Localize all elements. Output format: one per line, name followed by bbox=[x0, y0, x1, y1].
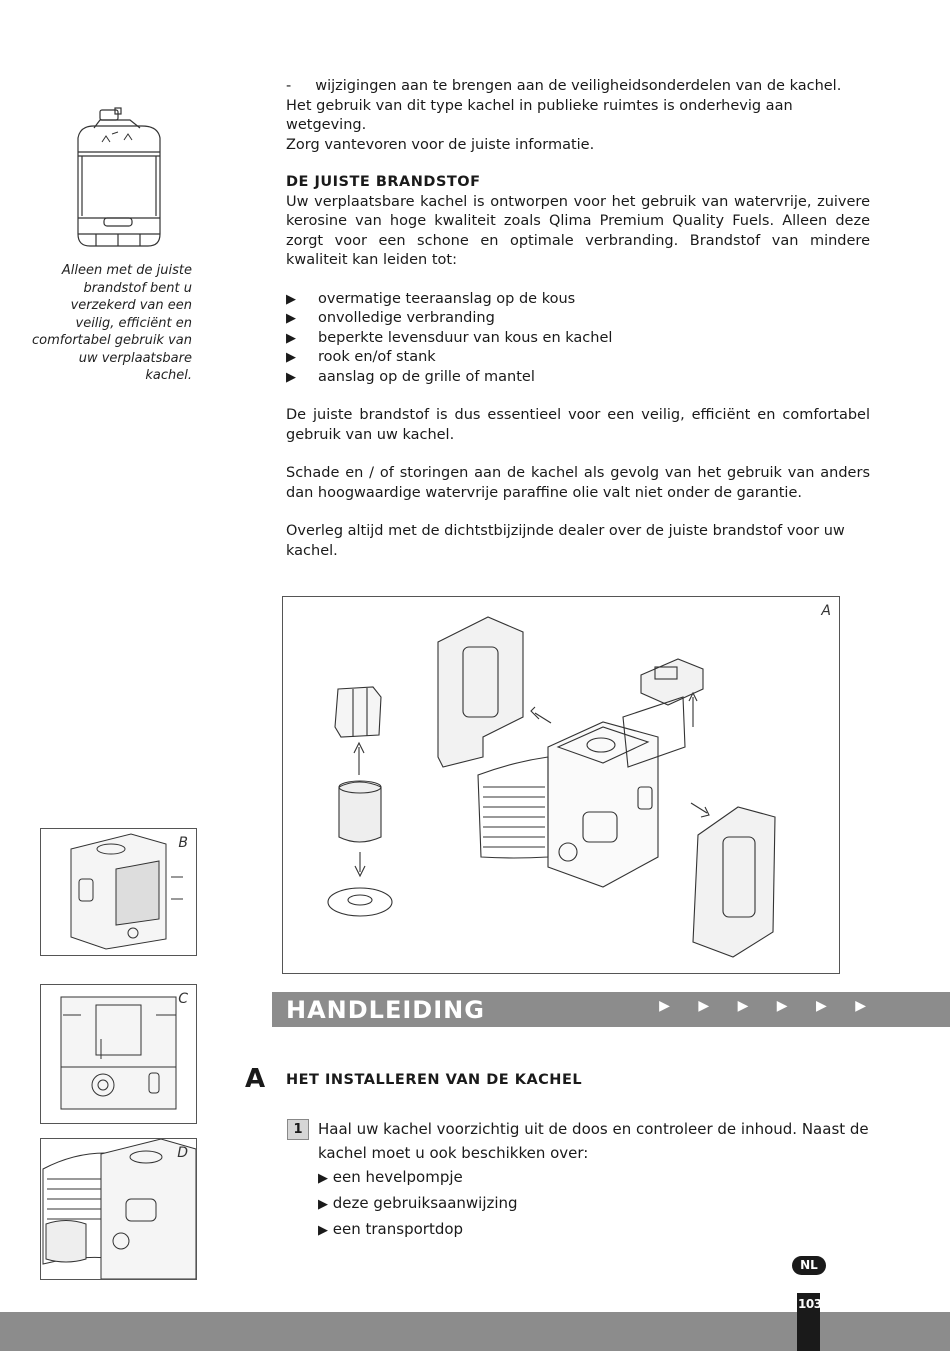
intro-line-3: Zorg vantevoren voor de juiste informatie. bbox=[286, 136, 595, 153]
step-1-block bbox=[318, 1117, 878, 1243]
bullet-arrow-icon: ▶ bbox=[286, 369, 296, 385]
fuel-paragraph: Uw verplaatsbare kachel is ontworpen voor het gebruik van watervrije, zuivere kerosine van hoge kwaliteit zoals Qlima Premium Quality Fuels. Alleen deze zorgt voor een schone en optimale verbranding. Brandstof van mindere kwaliteit kan leiden tot: bbox=[286, 193, 870, 268]
page-number: 103 bbox=[798, 1297, 822, 1311]
page-number-tab bbox=[797, 1293, 820, 1351]
list-item: ▶ aanslag op de grille of mantel bbox=[286, 368, 870, 388]
figure-b-letter: B bbox=[178, 835, 188, 851]
bullet-arrow-icon: ▶ bbox=[318, 1197, 328, 1212]
fuel-bullet-list bbox=[286, 290, 870, 388]
intro-dash-line bbox=[286, 77, 876, 97]
step-number-badge: 1 bbox=[287, 1119, 309, 1140]
exploded-heater-drawing bbox=[283, 597, 839, 973]
section-letter: A bbox=[245, 1064, 266, 1094]
list-item: ▶ rook en/of stank bbox=[286, 348, 870, 368]
list-item: ▶ een hevelpompje bbox=[318, 1168, 463, 1186]
install-heading: HET INSTALLEREN VAN DE KACHEL bbox=[286, 1072, 583, 1088]
figure-c-letter: C bbox=[178, 991, 188, 1007]
section-banner bbox=[272, 992, 950, 1027]
intro-line-1: wijzigingen aan te brengen aan de veiligheidsonderdelen van de kachel. bbox=[315, 78, 842, 94]
heater-burner-drawing bbox=[41, 985, 196, 1123]
list-item: ▶ deze gebruiksaanwijzing bbox=[318, 1194, 518, 1212]
language-badge: NL bbox=[792, 1256, 826, 1275]
banner-title: HANDLEIDING bbox=[286, 996, 485, 1024]
dash: - bbox=[286, 78, 292, 94]
bullet-arrow-icon: ▶ bbox=[286, 350, 296, 365]
fuel-paragraph-2: De juiste brandstof is dus essentieel voor een veilig, efficiënt en comfortabel gebruik van uw kachel. bbox=[286, 407, 870, 443]
bullet-arrow-icon: ▶ bbox=[318, 1223, 328, 1238]
bullet-arrow-icon: ▶ bbox=[286, 291, 296, 307]
fuel-paragraph-3: Schade en / of storingen aan de kachel als gevolg van het gebruik van anders dan hoogwaardige watervrije paraffine olie valt niet onder de garantie. bbox=[286, 465, 870, 501]
fuel-paragraph-4: Overleg altijd met de dichtstbijzijnde dealer over de juiste brandstof voor uw kachel. bbox=[286, 523, 845, 559]
fuel-can-illustration bbox=[70, 106, 170, 251]
list-item: ▶ een transportdop bbox=[318, 1220, 464, 1238]
step-line-2: kachel moet u ook beschikken over: bbox=[318, 1144, 589, 1162]
intro-line-2: Het gebruik van dit type kachel in publieke ruimtes is onderhevig aan wetgeving. bbox=[286, 97, 793, 133]
fuel-section bbox=[286, 173, 870, 561]
bullet-arrow-icon: ▶ bbox=[286, 311, 296, 326]
sidebar-caption: Alleen met de juiste brandstof bent u verzekerd van een veilig, efficiënt en comfortabel gebruik van uw verplaatsbare kachel. bbox=[32, 263, 192, 383]
heater-cartridge-drawing bbox=[41, 1139, 196, 1279]
fuel-heading: DE JUISTE BRANDSTOF bbox=[286, 174, 481, 190]
bullet-arrow-icon: ▶ bbox=[318, 1171, 328, 1186]
figure-b bbox=[40, 828, 197, 956]
step-line-1: Haal uw kachel voorzichtig uit de doos en controleer de inhoud. Naast de bbox=[318, 1120, 869, 1138]
figure-a bbox=[282, 596, 840, 974]
list-item: ▶ onvolledige verbranding bbox=[286, 309, 870, 329]
heater-grille-drawing bbox=[41, 829, 196, 955]
figure-d bbox=[40, 1138, 197, 1280]
intro-block bbox=[286, 77, 876, 155]
list-item: ▶ beperkte levensduur van kous en kachel bbox=[286, 329, 870, 349]
figure-c bbox=[40, 984, 197, 1124]
list-item: ▶ overmatige teeraanslag op de kous bbox=[286, 290, 870, 310]
banner-arrows-icon: ▶ ▶ ▶ ▶ ▶ ▶ bbox=[659, 998, 878, 1014]
figure-d-letter: D bbox=[177, 1145, 188, 1161]
figure-a-letter: A bbox=[821, 603, 831, 619]
bullet-arrow-icon: ▶ bbox=[286, 330, 296, 346]
